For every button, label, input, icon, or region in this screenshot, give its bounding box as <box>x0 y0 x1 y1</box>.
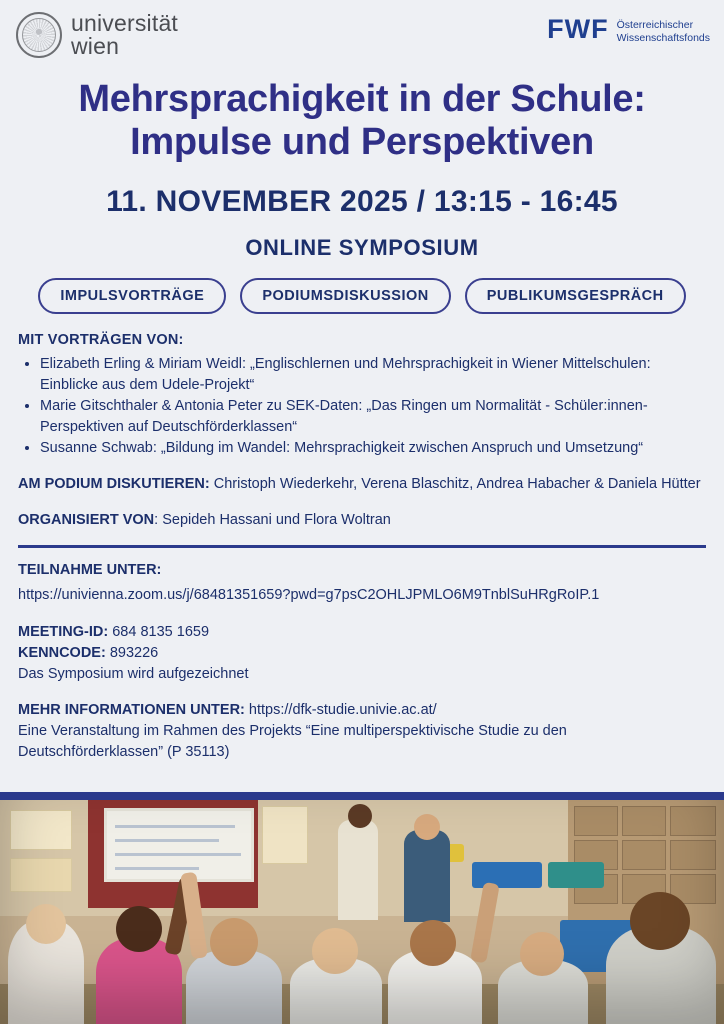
list-item: • Susanne Schwab: „Bildung im Wandel: Mehrsprachigkeit zwischen Anspruch und Umsetzung“ <box>40 438 706 459</box>
participation-heading: TEILNAHME UNTER: <box>18 562 162 579</box>
classroom-photo <box>0 800 724 1024</box>
footer-photo-area <box>0 792 724 1024</box>
event-datetime: 11. NOVEMBER 2025 / 13:15 - 16:45 <box>106 185 618 219</box>
study-link[interactable]: https://dfk-studie.univie.ac.at/ <box>244 701 437 718</box>
photo-top-bar <box>0 792 724 800</box>
university-wordmark <box>71 12 178 59</box>
talks-list <box>18 354 706 459</box>
panel-heading: AM PODIUM DISKUTIEREN: <box>18 475 210 492</box>
talks-heading: MIT VORTRÄGEN VON: <box>18 332 184 349</box>
poster-body <box>0 332 724 763</box>
fwf-subtitle-line2: Wissenschaftsfonds <box>616 32 710 45</box>
format-pill-group <box>0 278 724 314</box>
organisers-section <box>18 510 706 531</box>
title-line-1: Mehrsprachigkeit in der Schule: <box>78 78 646 120</box>
panel-section <box>18 474 706 495</box>
meeting-id-label: MEETING-ID: <box>18 623 109 640</box>
more-info-heading: MEHR INFORMATIONEN UNTER: <box>18 701 245 718</box>
university-name-line1: universität <box>71 10 179 36</box>
list-item: • Marie Gitschthaler & Antonia Peter zu SEK-Daten: „Das Ringen um Normalität - Schüler:innen-Perspektiven auf Deutschförderklassen“ <box>40 396 706 437</box>
university-name-line2: wien <box>71 33 120 60</box>
pill-publikumsgespraech: PUBLIKUMSGESPRÄCH <box>465 278 686 314</box>
logo-header <box>0 0 724 62</box>
event-subtitle: ONLINE SYMPOSIUM <box>245 235 479 261</box>
fwf-mark: FWF <box>547 14 609 44</box>
meeting-details <box>18 622 706 685</box>
recording-note: Das Symposium wird aufgezeichnet <box>18 665 249 682</box>
organisers-heading: ORGANISIERT VON <box>18 512 155 528</box>
fwf-subtitle-line1: Österreichischer <box>616 19 694 31</box>
participation-section <box>18 560 706 607</box>
divider <box>18 545 706 548</box>
university-logo <box>16 12 178 59</box>
fwf-logo <box>547 12 710 45</box>
project-line-2: Deutschförderklassen” (P 35113) <box>18 743 230 760</box>
list-item: • Elizabeth Erling & Miriam Weidl: „Englischlernen und Mehrsprachigkeit in Wiener Mittelschulen: Einblicke aus dem Udele-Projekt“ <box>40 354 706 395</box>
university-seal-icon <box>16 12 62 58</box>
kenncode-label: KENNCODE: <box>18 644 106 661</box>
meeting-id-value: 684 8135 1659 <box>108 623 210 640</box>
title-line-2: Impulse und Perspektiven <box>130 120 594 163</box>
organisers-names: : Sepideh Hassani und Flora Woltran <box>154 512 391 528</box>
fwf-subtitle <box>617 16 710 45</box>
project-line-1: Eine Veranstaltung im Rahmen des Projekts “Eine multiperspektivische Studie zu den <box>18 722 567 739</box>
panel-names: Christoph Wiederkehr, Verena Blaschitz, Andrea Habacher & Daniela Hütter <box>209 475 701 492</box>
zoom-link[interactable]: https://univienna.zoom.us/j/68481351659?pwd=g7psC2OHLJPMLO6M9TnblSuHRgRoIP.1 <box>18 586 600 603</box>
page-title <box>30 78 694 163</box>
kenncode-value: 893226 <box>105 644 159 661</box>
pill-podiumsdiskussion: PODIUMSDISKUSSION <box>240 278 450 314</box>
more-info-section <box>18 700 706 763</box>
pill-impulsvortraege: IMPULSVORTRÄGE <box>38 278 226 314</box>
